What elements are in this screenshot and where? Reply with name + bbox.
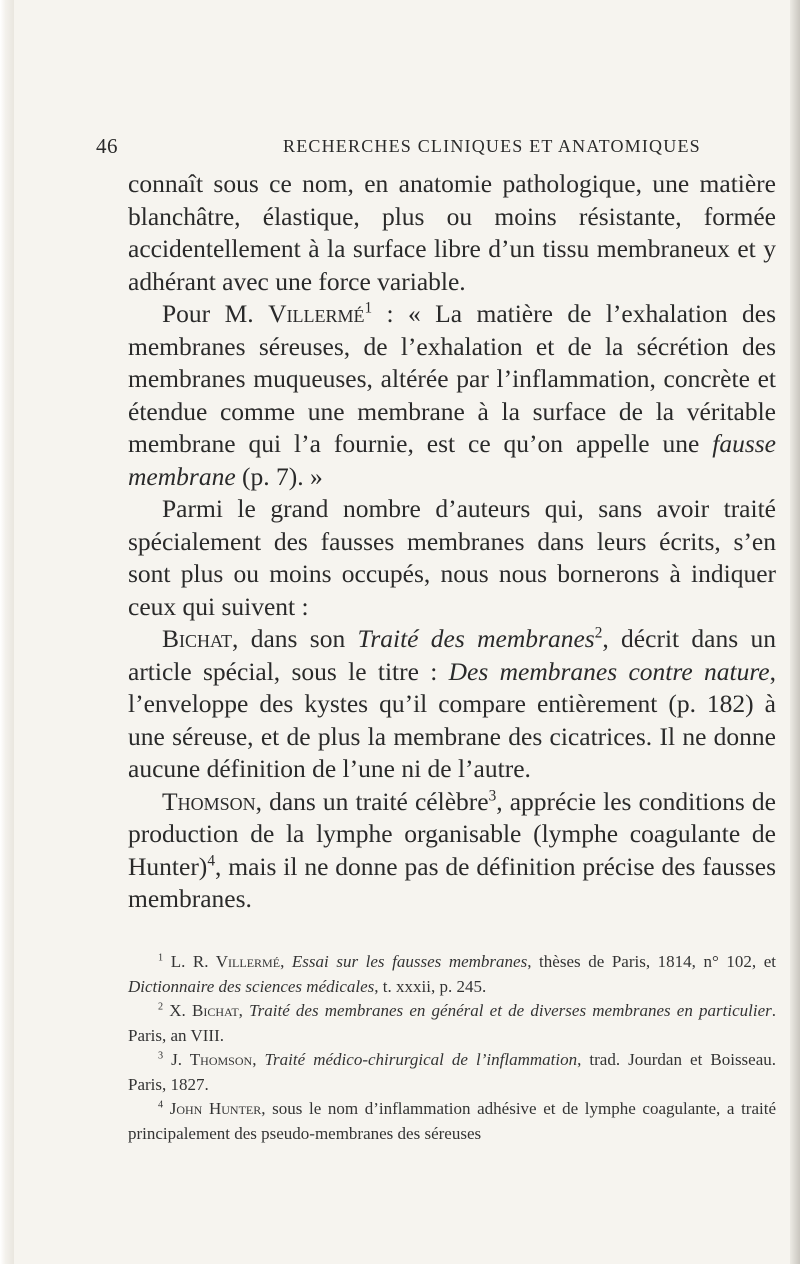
footnote-4-text: , sous le nom d’inflammation adhésive et de lymphe coagulante, a traité principalement des pseudo-membranes des séreuses — [128, 1099, 777, 1143]
paragraph-4-text-1: , dans son — [232, 624, 346, 653]
footnote-1-end: , t. xxxii, p. 245. — [374, 976, 487, 996]
running-head — [96, 134, 736, 164]
footnote-3-text: , trad. Jourdan et Boisseau. Paris, 1827. — [128, 1050, 777, 1094]
footnote-2-title: Traité des membranes en général et de diverses membranes en particulier — [249, 1001, 772, 1020]
page-binding-shadow — [0, 0, 14, 1264]
paragraph-2-text: : « La matière de l’exhalation des membranes séreuses, de l’exhalation et de la sécrétion des membranes muqueuses, altérée par l’inflammation, concrète et étendue comme une membrane à la surface de la véritable membrane qui l’a fournie, est ce qu’on appelle une — [128, 299, 777, 458]
body-text — [128, 168, 776, 916]
footnote-4-author: John Hunter — [169, 1099, 262, 1118]
footnote-1-text: , thèses de Paris, 1814, n° 102, et — [527, 952, 777, 971]
page-edge-shadow — [790, 0, 800, 1264]
paragraph-5 — [128, 786, 776, 916]
paragraph-4 — [128, 623, 776, 786]
footnotes — [128, 950, 776, 1146]
paragraph-3: Parmi le grand nombre d’auteurs qui, sans avoir traité spécialement des fausses membranes dans leurs écrits, s’en sont plus ou moins occupés, nous nous bornerons à indiquer ceux qui suivent : — [128, 494, 776, 621]
footnote-mark-2: 2 — [158, 1001, 164, 1013]
footnote-mark-4: 4 — [158, 1099, 164, 1111]
footnote-2: $^2$ X. Bichat, Traité des membranes en général et de diverses membranes en particulier. Paris, an VIII. — [128, 1001, 777, 1045]
footnote-4 — [128, 1097, 776, 1146]
footnote-2-text: . Paris, an VIII. — [128, 1001, 777, 1045]
paragraph-5-text-3: , mais il ne donne pas de définition précise des fausses membranes. — [128, 851, 776, 913]
footnote-1-title: Essai sur les fausses membranes — [291, 952, 528, 971]
footnote-1-dictionary: Dictionnaire des sciences médicales — [128, 976, 375, 996]
footnote-mark-3: 3 — [158, 1050, 164, 1062]
paragraph-5-text-2: , apprécie les conditions de production de la lymphe organisable (lymphe coagulante de Hunter) — [128, 786, 776, 881]
paragraph-2-lead: Pour M. — [162, 299, 254, 328]
author-villerme: Villermé — [268, 299, 365, 328]
footnote-3: $^3$ J. Thomson, Traité médico-chirurgical de l’inflammation, trad. Jourdan et Boisseau. Paris, 1827. — [128, 1050, 777, 1094]
footnote-1: $^1$ L. R. Villermé, Essai sur les fausses membranes, thèses de Paris, 1814, n° 102, et Dictionnaire des sciences médicales, t. xxxii, p. 245. — [128, 952, 777, 996]
paragraph-4-text-3: , l’enveloppe des kystes qu’il compare entièrement (p. 182) à une séreuse, et de plus la membrane des cicatrices. Il ne donne aucune définition de l’une ni de l’autre. — [128, 656, 776, 783]
footnote-ref-2: 2 — [594, 624, 603, 642]
footnote-2-author: X. Bichat — [169, 1001, 239, 1020]
footnote-3-author: J. Thomson — [171, 1050, 253, 1069]
running-head-title: RECHERCHES CLINIQUES ET ANATOMIQUES — [283, 136, 701, 156]
footnote-3-title: Traité médico-chirurgical de l’inflammation — [264, 1050, 578, 1069]
footnote-ref-3: 3 — [488, 787, 497, 804]
bichat-article-title: Des membranes contre nature — [448, 656, 770, 686]
bichat-work-title: Traité des membranes — [357, 624, 595, 653]
footnote-ref-4: 4 — [207, 852, 215, 869]
paragraph-1: connaît sous ce nom, en anatomie pathologique, une matière blanchâtre, élastique, plus ou moins résistante, formée accidentellement à la surface libre d’un tissu membraneux et y adhérant avec une force variable. — [128, 169, 776, 296]
author-thomson: Thomson — [162, 786, 256, 816]
footnote-ref-1: 1 — [364, 299, 373, 317]
author-bichat: Bichat — [162, 624, 233, 653]
page-number: 46 — [96, 134, 118, 158]
paragraph-2-end: (p. 7). » — [242, 461, 323, 491]
paragraph-2 — [128, 298, 776, 493]
paragraph-5-text-1: , dans un traité célèbre — [255, 786, 489, 816]
paragraph-4-text-2: , décrit dans un article spécial, sous le titre : — [128, 624, 777, 686]
fausse-membrane-term: fausse membrane — [128, 429, 776, 491]
footnote-1-author: L. R. Villermé — [170, 952, 281, 971]
footnote-mark-1: 1 — [158, 952, 164, 964]
